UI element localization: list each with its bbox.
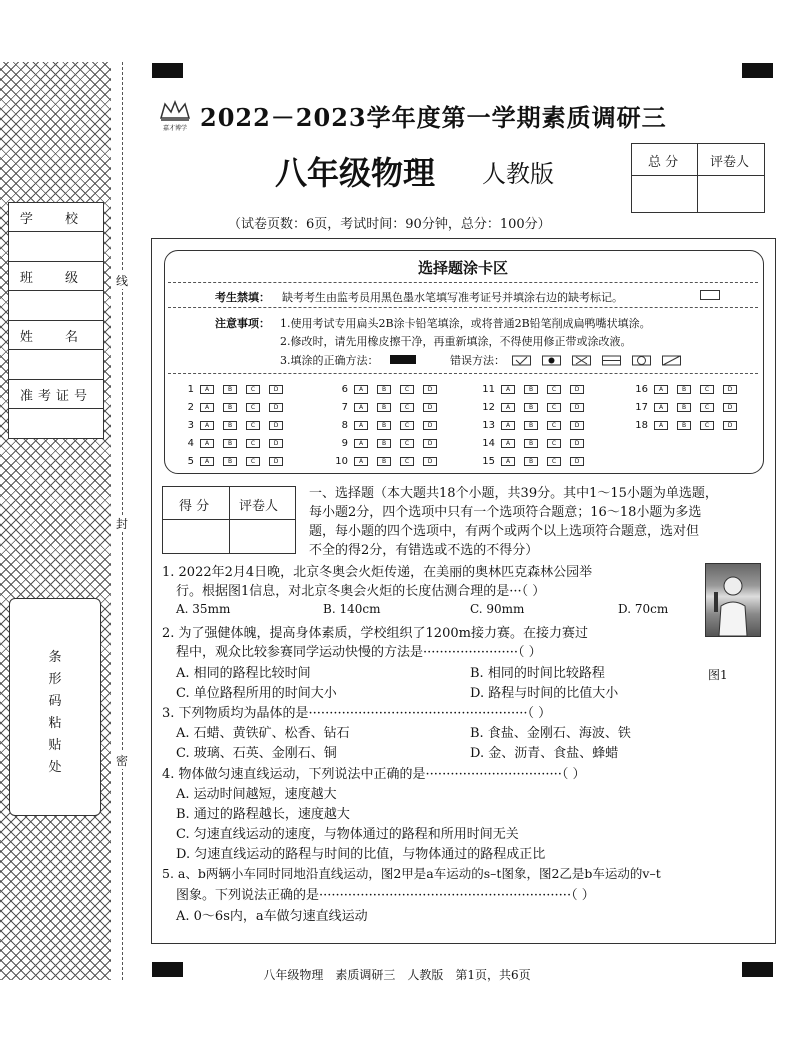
figure-1-caption: 图1	[708, 668, 728, 682]
question-number: 16	[635, 384, 648, 395]
answer-row	[176, 384, 292, 395]
answer-bubble-b[interactable]: B	[677, 385, 691, 394]
divider	[168, 307, 758, 308]
answer-bubble-c[interactable]: C	[400, 385, 414, 394]
barcode-char: 码	[48, 694, 62, 709]
answer-bubble-a[interactable]: A	[501, 385, 515, 394]
class-field[interactable]	[9, 291, 103, 321]
section-grader-label: 评卷人	[239, 499, 279, 514]
answer-bubble-b[interactable]: B	[223, 385, 237, 394]
answer-bubble-a[interactable]: A	[200, 385, 214, 394]
figure-1-photo	[705, 563, 761, 637]
answer-bubble-b[interactable]: B	[223, 403, 237, 412]
answer-row	[477, 384, 593, 395]
q4-option-c: C. 匀速直线运动的速度，与物体通过的路程和所用时间无关	[176, 827, 519, 842]
q2-option-d: D. 路程与时间的比值大小	[470, 686, 619, 701]
question-number: 15	[482, 456, 495, 467]
barcode-char: 粘	[48, 716, 62, 731]
section-score-box	[162, 486, 296, 554]
answer-bubble-b[interactable]: B	[223, 439, 237, 448]
answer-bubble-b[interactable]: B	[377, 403, 391, 412]
answer-bubble-c[interactable]: C	[547, 439, 561, 448]
answer-bubble-c[interactable]: C	[400, 403, 414, 412]
wrong-fill-examples	[512, 353, 692, 372]
answer-bubble-a[interactable]: A	[354, 421, 368, 430]
answer-row	[176, 438, 292, 449]
q4-option-d: D. 匀速直线运动的路程与时间的比值，与物体通过的路程成正比	[176, 847, 546, 862]
divider	[168, 282, 758, 283]
subject-title: 八年级物理	[275, 154, 436, 192]
q2-option-c: C. 单位路程所用的时间大小	[176, 686, 337, 701]
answer-bubble-b[interactable]: B	[377, 439, 391, 448]
q1-option-d: D. 70cm	[618, 602, 669, 616]
question-number: 2	[187, 402, 194, 413]
answer-bubble-d[interactable]: D	[723, 403, 737, 412]
question-number: 10	[335, 456, 348, 467]
question-number: 9	[341, 438, 348, 449]
section-instructions-3: 题，每小题的四个选项中，有两个或两个以上选项符合题意，选对但	[309, 524, 700, 539]
answer-bubble-b[interactable]: B	[377, 421, 391, 430]
answer-bubble-b[interactable]: B	[377, 385, 391, 394]
grader-field[interactable]	[698, 176, 764, 212]
answer-row	[330, 384, 446, 395]
answer-row	[176, 402, 292, 413]
answer-bubble-d[interactable]: D	[570, 403, 584, 412]
answer-bubble-c[interactable]: C	[547, 457, 561, 466]
student-info-box	[8, 202, 104, 439]
answer-card-title: 选择题涂卡区	[417, 259, 508, 277]
barcode-char: 形	[48, 672, 62, 687]
answer-bubble-d[interactable]: D	[423, 421, 437, 430]
q2-option-a: A. 相同的路程比较时间	[176, 666, 311, 681]
question-number: 11	[482, 384, 495, 395]
section-grader-field[interactable]	[230, 520, 295, 553]
exam-number-field[interactable]	[9, 409, 103, 438]
correct-fill-example	[390, 355, 416, 364]
q3-stem: 3. 下列物质均为晶体的是·····················································（ ）	[162, 706, 552, 721]
total-score-field[interactable]	[632, 176, 697, 212]
exam-info: （试卷页数：6页，考试时间：90分钟，总分：100分）	[228, 217, 551, 232]
answer-bubble-d[interactable]: D	[423, 403, 437, 412]
q3-option-b: B. 食盐、金刚石、海波、铁	[470, 726, 631, 741]
exam-number-label: 准考证号	[9, 380, 103, 409]
notes-label: 注意事项：	[215, 317, 270, 330]
school-field[interactable]	[9, 232, 103, 262]
answer-bubble-d[interactable]: D	[723, 421, 737, 430]
answer-bubble-d[interactable]: D	[570, 385, 584, 394]
answer-row	[630, 420, 746, 431]
page-footer: 八年级物理 素质调研三 人教版 第1页，共6页	[263, 968, 531, 982]
q4-option-b: B. 通过的路程越长，速度越大	[176, 807, 350, 822]
answer-row	[330, 420, 446, 431]
note-3: 3.填涂的正确方法：	[280, 354, 379, 367]
barcode-area	[9, 598, 101, 816]
answer-bubble-c[interactable]: C	[246, 385, 260, 394]
answer-bubble-a[interactable]: A	[654, 403, 668, 412]
answer-bubble-d[interactable]: D	[269, 421, 283, 430]
question-number: 7	[341, 402, 348, 413]
q3-option-a: A. 石蜡、黄铁矿、松香、钻石	[176, 726, 350, 741]
question-number: 1	[187, 384, 194, 395]
answer-bubble-b[interactable]: B	[524, 385, 538, 394]
answer-bubble-c[interactable]: C	[246, 403, 260, 412]
answer-bubble-a[interactable]: A	[200, 439, 214, 448]
question-number: 18	[635, 420, 648, 431]
q1-stem-1: 1. 2022年2月4日晚，北京冬奥会火炬传递，在美丽的奥林匹克森林公园举	[162, 565, 593, 580]
answer-bubble-c[interactable]: C	[246, 421, 260, 430]
answer-bubble-c[interactable]: C	[400, 457, 414, 466]
logo-text: 嘉才博学	[162, 125, 187, 132]
answer-bubble-a[interactable]: A	[354, 439, 368, 448]
answer-bubble-d[interactable]: D	[570, 421, 584, 430]
section-instructions-1: 一、选择题（本大题共18个小题，共39分。其中1～15小题为单选题，	[309, 486, 718, 501]
answer-bubble-a[interactable]: A	[501, 403, 515, 412]
section-score-label: 得 分	[179, 499, 210, 514]
answer-row	[477, 402, 593, 413]
answer-bubble-b[interactable]: B	[377, 457, 391, 466]
class-label: 班 级	[9, 262, 103, 291]
wrong-method-label: 错误方法：	[450, 354, 505, 367]
answer-row	[477, 420, 593, 431]
answer-bubble-d[interactable]: D	[423, 439, 437, 448]
question-number: 12	[482, 402, 495, 413]
q4-option-a: A. 运动时间越短，速度越大	[176, 787, 337, 802]
answer-bubble-a[interactable]: A	[200, 421, 214, 430]
q5-stem-1: 5. a、b两辆小车同时同地沿直线运动，图2甲是a车运动的s–t图象，图2乙是b车运动的v–t	[162, 866, 661, 881]
answer-bubble-c[interactable]: C	[246, 439, 260, 448]
barcode-char: 处	[48, 760, 62, 775]
barcode-char: 贴	[48, 738, 62, 753]
q1-stem-2: 行。根据图1信息，对北京冬奥会火炬的长度估测合理的是···（ ）	[176, 584, 546, 599]
answer-bubble-b[interactable]: B	[223, 421, 237, 430]
question-number: 17	[635, 402, 648, 413]
answer-row	[330, 456, 446, 467]
answer-row	[630, 384, 746, 395]
q5-stem-2: 图象。下列说法正确的是·····························································（ ）	[176, 888, 595, 903]
answer-bubble-b[interactable]: B	[524, 457, 538, 466]
edition-label: 人教版	[482, 160, 554, 188]
answer-bubble-c[interactable]: C	[547, 403, 561, 412]
total-score-box	[631, 143, 765, 213]
q3-option-c: C. 玻璃、石英、金刚石、铜	[176, 746, 337, 761]
answer-bubble-a[interactable]: A	[354, 457, 368, 466]
answer-bubble-c[interactable]: C	[700, 421, 714, 430]
answer-bubble-d[interactable]: D	[269, 385, 283, 394]
answer-row	[477, 456, 593, 467]
q1-option-b: B. 140cm	[323, 602, 381, 616]
answer-bubble-a[interactable]: A	[200, 457, 214, 466]
question-number: 6	[341, 384, 348, 395]
answer-bubble-a[interactable]: A	[501, 457, 515, 466]
q1-option-c: C. 90mm	[470, 602, 525, 616]
q1-option-a: A. 35mm	[176, 602, 231, 616]
binding-margin-pattern	[0, 62, 111, 980]
question-number: 13	[482, 420, 495, 431]
answer-bubble-c[interactable]: C	[547, 421, 561, 430]
publisher-logo	[155, 98, 195, 132]
exam-title: 2022－2023学年度第一学期素质调研三	[200, 103, 667, 132]
answer-bubble-b[interactable]: B	[524, 421, 538, 430]
answer-bubble-b[interactable]: B	[223, 457, 237, 466]
answer-bubble-a[interactable]: A	[654, 421, 668, 430]
question-number: 5	[187, 456, 194, 467]
name-label: 姓 名	[9, 321, 103, 350]
grader-label: 评卷人	[710, 155, 750, 170]
question-number: 4	[187, 438, 194, 449]
section-instructions-2: 每小题2分，四个选项中只有一个选项符合题意；16～18小题为多选	[309, 505, 702, 520]
answer-bubble-a[interactable]: A	[654, 385, 668, 394]
answer-bubble-b[interactable]: B	[677, 403, 691, 412]
seal-mark-secret: 密	[115, 754, 128, 768]
answer-bubble-c[interactable]: C	[700, 403, 714, 412]
answer-bubble-c[interactable]: C	[400, 421, 414, 430]
answer-bubble-a[interactable]: A	[354, 403, 368, 412]
answer-bubble-a[interactable]: A	[354, 385, 368, 394]
total-score-label: 总 分	[648, 155, 679, 170]
q4-stem: 4. 物体做匀速直线运动，下列说法中正确的是·································（ ）	[162, 767, 586, 782]
school-label: 学 校	[9, 203, 103, 232]
answer-row	[176, 456, 292, 467]
answer-bubble-a[interactable]: A	[501, 421, 515, 430]
absent-mark-box[interactable]	[700, 290, 720, 300]
seal-mark-line: 线	[115, 274, 128, 288]
section-score-field[interactable]	[163, 520, 229, 553]
q3-option-d: D. 金、沥青、食盐、蜂蜡	[470, 746, 619, 761]
answer-bubble-b[interactable]: B	[524, 403, 538, 412]
answer-bubble-c[interactable]: C	[246, 457, 260, 466]
answer-bubble-a[interactable]: A	[501, 439, 515, 448]
answer-row	[477, 438, 593, 449]
answer-row	[630, 402, 746, 413]
barcode-char: 条	[48, 650, 62, 665]
note-2: 2.修改时，请先用橡皮擦干净，再重新填涂，不得使用修正带或涂改液。	[280, 335, 632, 348]
absent-text: 缺考考生由监考员用黑色墨水笔填写准考证号并填涂右边的缺考标记。	[282, 291, 623, 304]
answer-bubble-d[interactable]: D	[269, 457, 283, 466]
answer-bubble-d[interactable]: D	[723, 385, 737, 394]
registration-mark	[742, 63, 773, 78]
answer-bubble-d[interactable]: D	[423, 457, 437, 466]
seal-mark-seal: 封	[115, 517, 128, 531]
answer-row	[176, 420, 292, 431]
answer-bubble-a[interactable]: A	[200, 403, 214, 412]
registration-mark	[152, 63, 183, 78]
answer-row	[330, 402, 446, 413]
question-number: 14	[482, 438, 495, 449]
answer-bubble-c[interactable]: C	[547, 385, 561, 394]
question-number: 8	[341, 420, 348, 431]
q2-stem-2: 程中，观众比较参赛同学运动快慢的方法是·······················（ ）	[176, 645, 542, 660]
answer-row	[330, 438, 446, 449]
absent-label: 考生禁填：	[215, 291, 270, 304]
answer-bubble-c[interactable]: C	[400, 439, 414, 448]
answer-bubble-d[interactable]: D	[570, 457, 584, 466]
q5-option-a: A. 0～6s内，a车做匀速直线运动	[176, 909, 368, 924]
answer-bubble-d[interactable]: D	[269, 403, 283, 412]
answer-bubble-d[interactable]: D	[423, 385, 437, 394]
q2-option-b: B. 相同的时间比较路程	[470, 666, 605, 681]
divider	[168, 373, 758, 374]
section-instructions-4: 不全的得2分，有错选或不选的不得分）	[309, 543, 539, 558]
answer-bubble-c[interactable]: C	[700, 385, 714, 394]
answer-bubble-b[interactable]: B	[677, 421, 691, 430]
answer-bubble-b[interactable]: B	[524, 439, 538, 448]
answer-bubble-d[interactable]: D	[269, 439, 283, 448]
note-1: 1.使用考试专用扁头2B涂卡铅笔填涂，或将普通2B铅笔削成扁鸭嘴状填涂。	[280, 317, 651, 330]
question-number: 3	[187, 420, 194, 431]
answer-bubble-d[interactable]: D	[570, 439, 584, 448]
name-field[interactable]	[9, 350, 103, 380]
q2-stem-1: 2. 为了强健体魄，提高身体素质，学校组织了1200m接力赛。在接力赛过	[162, 626, 588, 641]
